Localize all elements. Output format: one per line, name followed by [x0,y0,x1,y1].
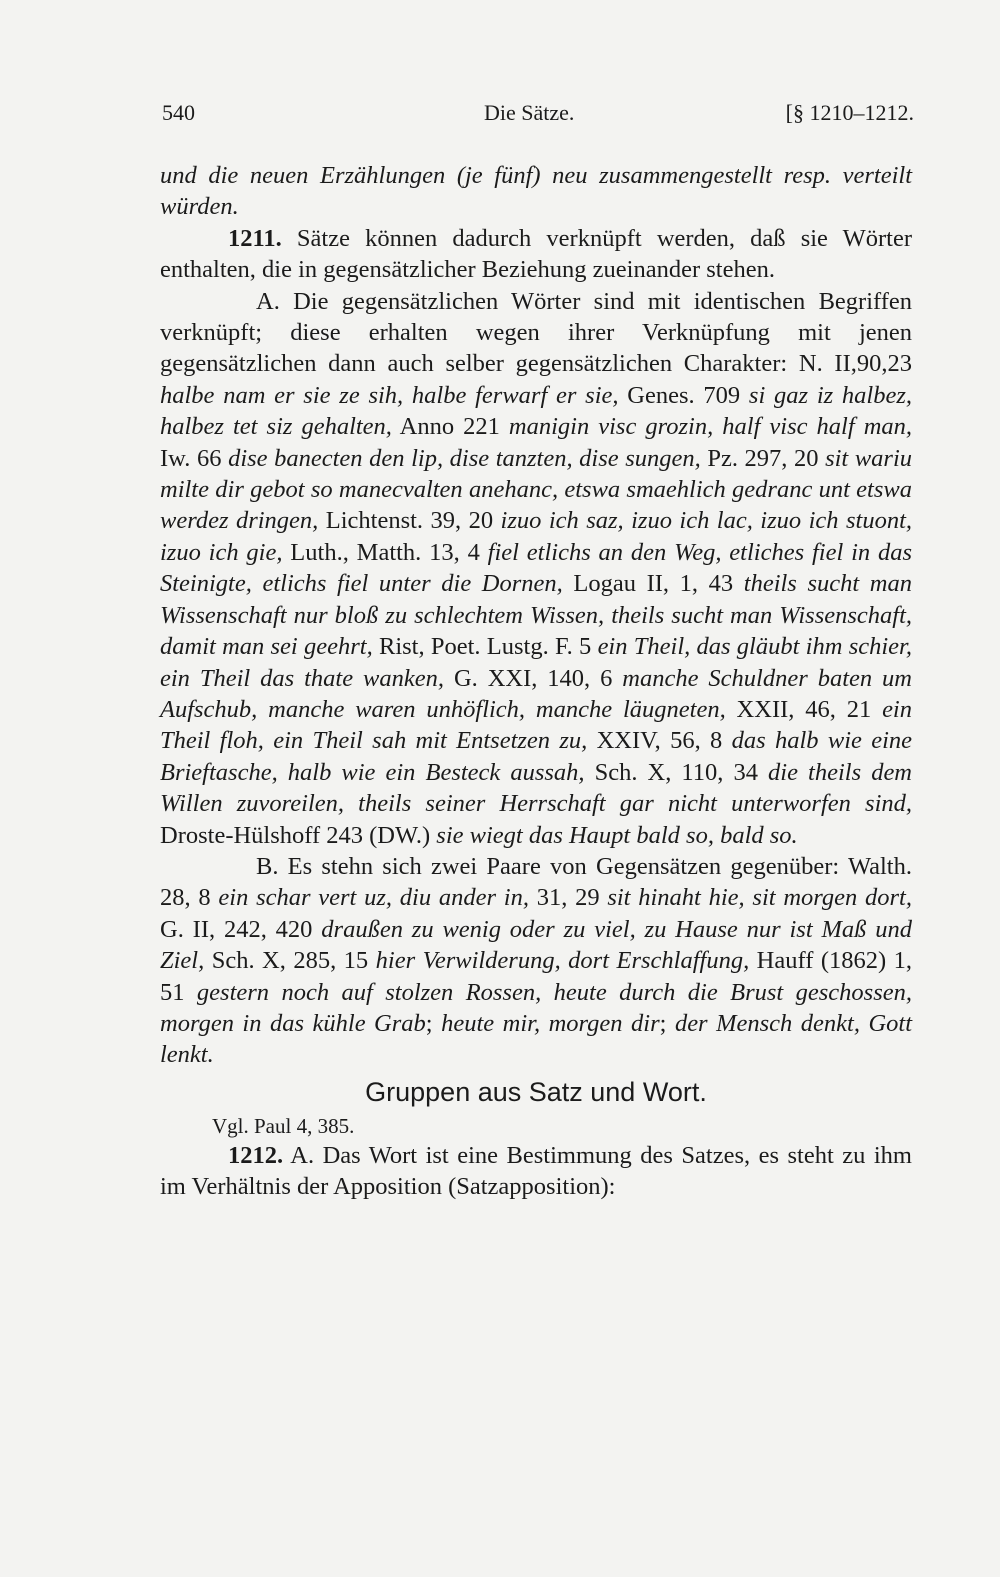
paragraph-1212 [160,1140,912,1203]
example-quote: sit hinaht hie, sit morgen dort, [607,884,912,912]
italic-text: und die neuen Erzählungen (je fünf) neu zusammengestellt resp. verteilt würden. [160,162,912,221]
paragraph-1211 [160,223,912,286]
citation-text: G. XXI, 140, 6 [444,664,623,692]
example-quote: izuo ich saz, izuo ich lac, izuo ich stuont, izuo ich gie, [160,507,912,566]
citation-text: Sch. X, 110, 34 [584,758,769,786]
example-quote: theils sucht man Wissenschaft nur bloß zu schlechtem Wissen, theils sucht man Wissenschaft, damit man sei geehrt, [160,570,912,661]
reference-note: Vgl. Paul 4, 385. [212,1113,355,1138]
example-quote: das halb wie eine Brieftasche, halb wie ein Besteck aussah, [160,727,912,786]
example-quote: heute mir, morgen dir [441,1009,660,1037]
citation-text: Anno 221 [391,413,509,441]
running-title: Die Sätze. [484,100,575,125]
citation-text: ; [425,1009,442,1037]
citation-text: Genes. 709 [618,381,749,409]
citation-text: Logau II, 1, 43 [562,570,744,598]
example-quote: manche Schuldner baten um Aufschub, manche waren unhöflich, manche läugneten, [160,664,912,723]
citation-text: Droste-Hülshoff 243 (DW.) [160,821,437,849]
example-quote: manigin visc grozin, half visc half man, [508,413,913,441]
example-quote: die theils dem Willen zuvoreilen, theils seiner Herrschaft gar nicht unterworfen sind, [160,758,913,818]
example-quote: ein schar vert uz, diu ander in, [218,884,529,912]
citation-text: Rist, Poet. Lustg. F. 5 [372,633,598,661]
example-quote: fiel etlichs an den Weg, etliches fiel in das Steinigte, etlichs fiel unter die Dornen, [160,538,912,598]
example-quote: ein Theil, das gläubt ihm schier, ein Theil das thate wanken, [160,633,912,692]
example-quote: halbe nam er sie ze sih, halbe ferwarf er sie, [160,381,619,409]
citation-text: ; [659,1009,675,1037]
running-header [162,100,914,130]
section-number: 1211. [228,224,282,252]
paragraph-b [160,851,912,1071]
example-quote: der Mensch denkt, Gott lenkt. [160,1009,913,1069]
continued-paragraph [160,160,912,223]
citation-text: B. Es stehn sich zwei Paare von Gegensätzen gegenüber: Walth. 28, 8 [160,852,912,912]
paragraph-text: Sätze können dadurch verknüpft werden, daß sie Wörter enthalten, die in gegensätzlicher Beziehung zueinander stehen. [160,224,912,284]
example-quote: gestern noch auf stolzen Rossen, heute durch die Brust geschossen, morgen in das kühle Grab [160,978,913,1037]
citation-text: A. Die gegensätzlichen Wörter sind mit identischen Begriffen verknüpft; diese erhalten wegen ihrer Verknüpfung mit jenen gegensätzlichen dann auch selber gegensätzlichen Charakter: N. II,90,23 [160,287,912,378]
example-quote: dise banecten den lip, dise tanzten, dise sungen, [228,444,701,472]
citation-text: XXIV, 56, 8 [587,727,732,755]
example-quote: hier Verwilderung, dort Erschlaffung, [375,947,750,975]
citation-text: Iw. 66 [160,444,229,472]
citation-text: Lichtenst. 39, 20 [318,507,501,535]
example-quote: sit wariu milte dir gebot so manecvalten anehanc, etswa smaehlich gedranc unt etswa werdez dringen, [160,444,913,535]
section-number: 1212. [228,1141,284,1169]
citation-text: XXII, 46, 21 [725,695,883,723]
example-quote: si gaz iz halbez, halbez tet siz gehalten, [160,381,913,441]
section-heading: Gruppen aus Satz und Wort. [365,1076,707,1107]
paragraph-text: A. Das Wort ist eine Bestimmung des Satzes, es steht zu ihm im Verhältnis der Apposition (Satzapposition): [160,1141,912,1201]
citation-text: Hauff (1862) 1, 51 [160,947,912,1006]
citation-text: Luth., Matth. 13, 4 [282,538,488,566]
citation-text: G. II, 242, 420 [160,915,322,943]
section-reference: [§ 1210–1212. [785,100,914,125]
example-quote: ein Theil floh, ein Theil sah mit Entsetzen zu, [160,695,912,755]
citation-text: 31, 29 [528,884,608,912]
page-number: 540 [162,100,195,125]
page-body [160,160,912,1203]
citation-text: Pz. 297, 20 [700,444,826,472]
citation-text: Sch. X, 285, 15 [204,947,376,975]
paragraph-a [160,286,912,851]
example-quote: draußen zu wenig oder zu viel, zu Hause nur ist Maß und Ziel, [160,915,913,975]
example-quote: sie wiegt das Haupt bald so, bald so. [436,821,798,849]
